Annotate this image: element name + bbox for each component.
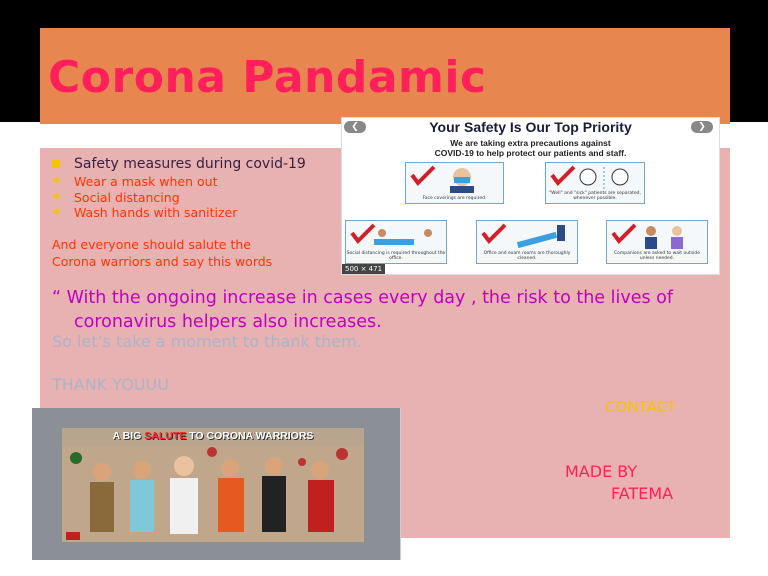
poster-subtitle-line-1: We are taking extra precautions against [450, 138, 611, 148]
author-name: FATEMA [611, 484, 674, 503]
bullet-main [52, 156, 306, 172]
mask-check-icon [406, 163, 503, 193]
diamond-bullet-icon: ❖ [52, 191, 61, 203]
sub-bullet-list [52, 174, 306, 221]
note-line-2: Corona warriors and say this words [52, 254, 273, 269]
list-item [52, 174, 306, 190]
poster-card-caption: Office and exam rooms are thoroughly cleaned. [483, 251, 571, 261]
safety-poster-image [342, 118, 719, 274]
sub-bullet-text: Wash hands with sanitizer [74, 205, 238, 220]
poster-card-caption: Companions are asked to wait outside unless needed. [613, 251, 701, 261]
bullet-main-text: Safety measures during covid-19 [74, 156, 306, 172]
sub-bullets-container [52, 174, 306, 221]
poster-card-separated [545, 162, 645, 204]
poster-card-social-distance [345, 220, 447, 264]
next-arrow-icon[interactable]: ❯ [691, 121, 713, 133]
title-band [40, 28, 730, 124]
poster-card-caption: Social distancing is required throughout the office. [346, 251, 446, 261]
image-size-label: 500 × 471 [342, 264, 385, 274]
list-item [52, 190, 306, 206]
salute-note [52, 236, 272, 270]
banner-text-b: TO CORONA WARRIORS [186, 430, 314, 442]
quote-text: “ With the ongoing increase in cases every day , the risk to the lives of coronavirus helpers also increases. [52, 288, 674, 332]
distance-check-icon [346, 221, 446, 251]
diamond-bullet-icon: ❖ [52, 207, 61, 218]
note-line-1: And everyone should salute the [52, 237, 251, 252]
banner-text-a: A BIG [112, 430, 145, 442]
made-by-label: MADE BY [565, 462, 638, 481]
warriors-illustration [62, 428, 364, 542]
prev-arrow-icon[interactable]: ❮ [344, 121, 366, 133]
poster-card-caption: "Well" and "sick" patients are separated, whenever possible. [549, 191, 641, 201]
separated-check-icon [546, 163, 644, 193]
thank-line: So let’s take a moment to thank them. [52, 332, 362, 351]
list-item [52, 205, 306, 221]
thank-you-text: THANK YOUUU [52, 375, 169, 394]
sub-bullet-text: Wear a mask when out [74, 174, 218, 189]
poster-card-cleaned [476, 220, 578, 264]
bullet-list [52, 156, 306, 221]
slide-title: Corona Pandamic [48, 52, 487, 103]
diamond-bullet-icon: ❖ [52, 176, 61, 187]
poster-card-face-cover [405, 162, 504, 204]
companions-check-icon [607, 221, 707, 251]
square-bullet-icon [52, 160, 60, 168]
sub-bullet-text: Social distancing [74, 189, 180, 205]
poster-card-caption: Face coverings are required. [422, 196, 487, 201]
poster-card-companions [606, 220, 708, 264]
warriors-figures-icon [62, 428, 364, 542]
cleaning-check-icon [477, 221, 577, 251]
contact-link[interactable]: CONTACT [605, 398, 677, 416]
made-by [565, 461, 673, 505]
poster-title: Your Safety Is Our Top Priority [429, 119, 632, 135]
poster-subtitle [342, 138, 719, 158]
banner-text-highlight: SALUTE [144, 430, 187, 442]
poster-subtitle-line-2: COVID-19 to help protect our patients and staff. [434, 148, 627, 158]
warriors-image-frame [32, 408, 401, 560]
